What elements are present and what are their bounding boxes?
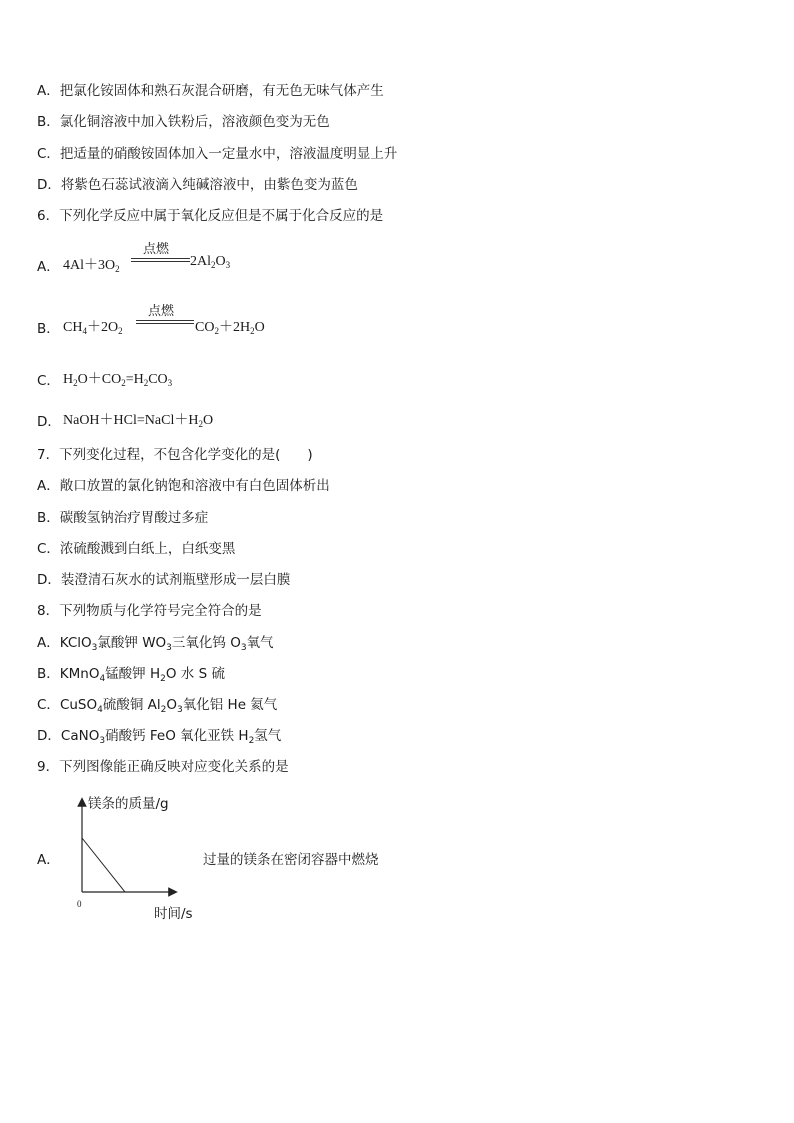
graph-xlabel: 时间/s (154, 906, 193, 922)
graph-origin: 0 (77, 899, 82, 909)
q6-option-b-label: B． (37, 321, 60, 337)
q6-option-c-eq: $H_2O+CO_2=H_2CO_3$ (63, 372, 173, 388)
q8-option-d: D．CaNO$_3$硝酸钙 FeO 氧化亚铁 $H_2$氢气 (37, 728, 282, 746)
q6-option-a-arrow (131, 258, 190, 262)
q8-option-a: A．KClO$_3$氯酸钾 $WO_3$三氧化钨 $O_3$氧气 (37, 635, 274, 653)
magnesium-mass-graph (70, 790, 190, 905)
q8-option-b: B．KMnO$_4$锰酸钾 $H_2O$ 水 S 硫 (37, 666, 225, 684)
q9-stem: 9．下列图像能正确反映对应变化关系的是 (37, 759, 289, 775)
q5-option-d: D．将紫色石蕊试液滴入纯碱溶液中，由紫色变为蓝色 (37, 177, 358, 193)
q5-option-a: A．把氯化铵固体和熟石灰混合研磨，有无色无味气体产生 (37, 83, 384, 99)
q6-option-b-condition: 点燃 (148, 304, 175, 319)
q6-option-b-arrow (136, 320, 194, 324)
q6-option-d-label: D． (37, 414, 61, 430)
q7-option-b: B．碳酸氢钠治疗胃酸过多症 (37, 510, 209, 526)
q8-option-c: C．CuSO$_4$硫酸铜 $Al_2O_3$氧化铝 He 氦气 (37, 697, 278, 715)
graph-ylabel: 镁条的质量/g (88, 796, 169, 812)
graph-series-line (82, 838, 125, 892)
q6-option-c-label: C． (37, 373, 60, 389)
q6-stem: 6．下列化学反应中属于氧化反应但是不属于化合反应的是 (37, 208, 384, 224)
q6-option-a-condition: 点燃 (143, 242, 170, 257)
q6-option-d-eq: $NaOH+HCl=NaCl+H_2O$ (63, 413, 214, 429)
q6-option-b-lhs: $CH_4+2O_2$ (63, 320, 123, 336)
q6-option-a-rhs: $2Al_2O_3$ (190, 254, 231, 270)
q7-stem: 7．下列变化过程，不包含化学变化的是( ) (37, 447, 313, 463)
q7-option-a: A．敞口放置的氯化钠饱和溶液中有白色固体析出 (37, 478, 330, 494)
q5-option-c: C．把适量的硝酸铵固体加入一定量水中，溶液温度明显上升 (37, 146, 398, 162)
q8-stem: 8．下列物质与化学符号完全符合的是 (37, 603, 262, 619)
q7-option-d: D．装澄清石灰水的试剂瓶壁形成一层白膜 (37, 572, 291, 588)
q6-option-b-rhs: $CO_2+2H_2O$ (195, 320, 265, 336)
q6-option-a-label: A． (37, 259, 60, 275)
q7-option-c: C．浓硫酸溅到白纸上，白纸变黑 (37, 541, 236, 557)
q5-option-b: B．氯化铜溶液中加入铁粉后，溶液颜色变为无色 (37, 114, 330, 130)
q9-option-a-label: A． (37, 852, 60, 868)
q6-option-a-lhs: $4Al+3O_2$ (63, 258, 120, 274)
q9-option-a-desc: 过量的镁条在密闭容器中燃烧 (203, 852, 379, 868)
